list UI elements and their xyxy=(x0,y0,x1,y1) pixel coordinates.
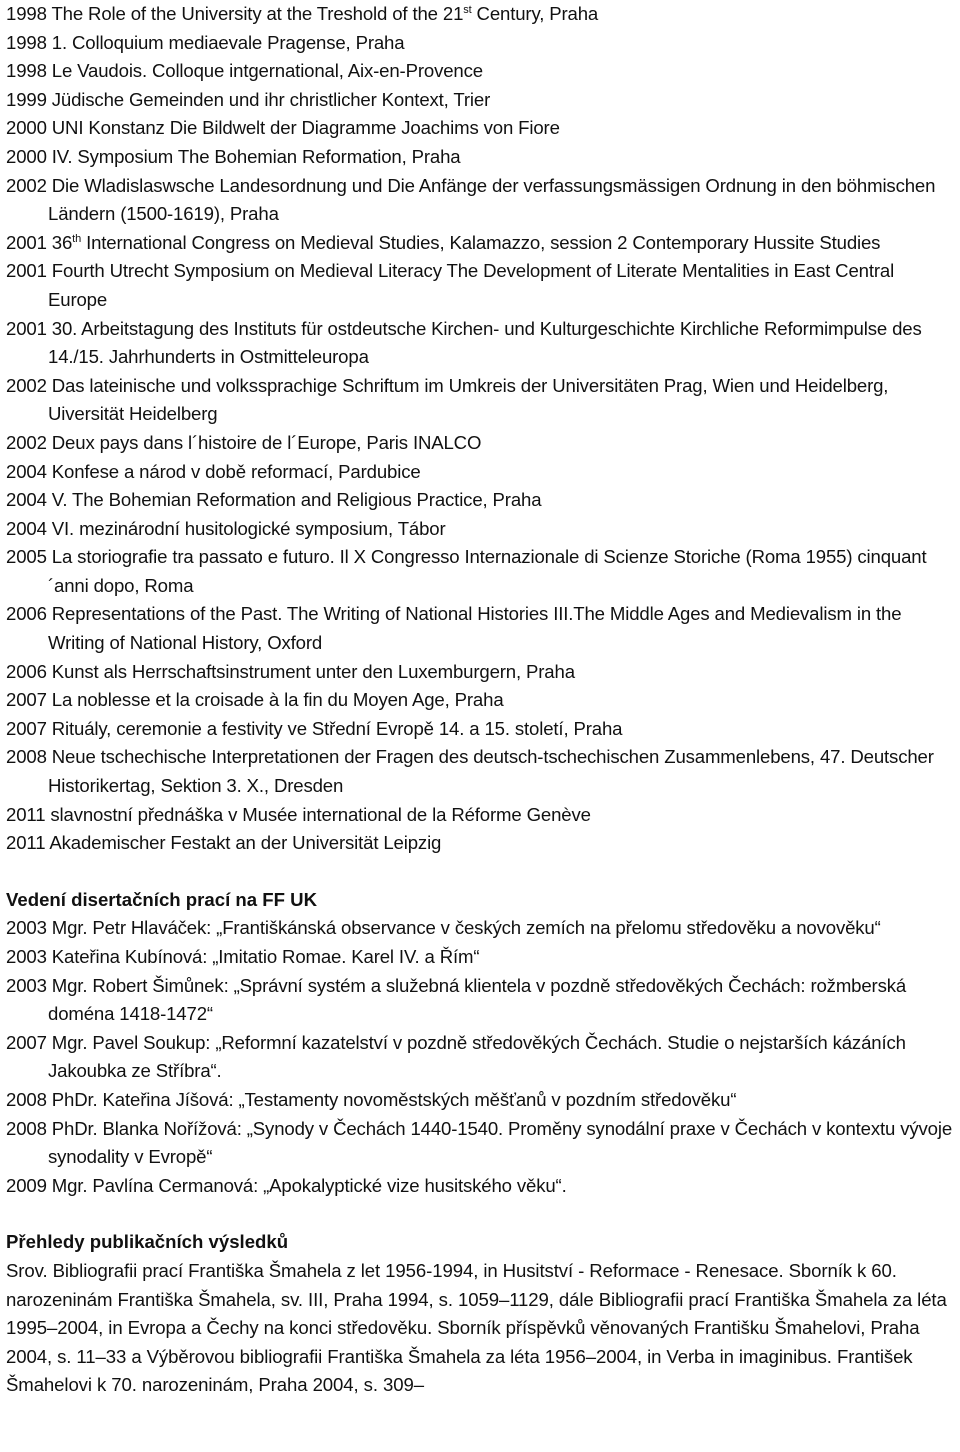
conference-entry-text: 2000 UNI Konstanz Die Bildwelt der Diagramme Joachims von Fiore xyxy=(6,117,560,139)
dissertation-entry: 2003 Kateřina Kubínová: „Imitatio Romae. Karel IV. a Řím“ xyxy=(6,946,480,967)
conference-entry-text: 1998 The Role of the University at the Treshold of the 21 xyxy=(6,3,464,24)
conference-entry-text: 2006 Representations of the Past. The Writing of National Histories III.The Middle Ages and Medievalism in the Writing of National History, Oxford xyxy=(6,603,902,654)
conference-entry xyxy=(6,57,954,86)
conference-entry-text: 2002 Deux pays dans l´histoire de l´Europe, Paris INALCO xyxy=(6,431,482,453)
conference-entry-text: 2005 La storiografie tra passato e futuro. Il X Congresso Internazionale di Scienze Storiche (Roma 1955) cinquant´anni dopo, Roma xyxy=(6,546,927,596)
conference-entry xyxy=(6,515,954,544)
conference-entry xyxy=(6,257,954,314)
conference-entry-text: 2007 Rituály, ceremonie a festivity ve Střední Evropě 14. a 15. století, Praha xyxy=(6,717,623,739)
conference-entry xyxy=(6,829,954,858)
conference-entry xyxy=(6,686,954,715)
conference-entry xyxy=(6,458,954,487)
conference-entry-text: 2004 VI. mezinárodní husitologické symposium, Tábor xyxy=(6,517,446,539)
conference-entry xyxy=(6,0,954,29)
conference-entry xyxy=(6,315,954,372)
conference-entry xyxy=(6,114,954,143)
publications-paragraph: Srov. Bibliografii prací Františka Šmahela z let 1956-1994, in Husitství - Reformace - Renesace. Sborník k 60. narozeninám Františka Šmahela, sv. III, Praha 1994, s. 1059–1129, dále Bibliografii prací Františka Šmahela za léta 1995–2004, in Evropa a Čechy na konci středověku. Sborník příspěvků věnovaných Františku Šmahelovi, Praha 2004, s. 11–33 a Výběrovou bibliografii Františka Šmahela za léta 1956–2004, in Verba in imaginibus. František Šmahelovi k 70. narozeninám, Praha 2004, s. 309– xyxy=(6,1259,947,1396)
conference-entry xyxy=(6,715,954,744)
conference-entry-text-cont: Century, Praha xyxy=(471,3,599,24)
ordinal-superscript: th xyxy=(72,232,82,245)
conference-entry-text: 2007 La noblesse et la croisade à la fin du Moyen Age, Praha xyxy=(6,689,504,711)
dissertation-entry: 2008 PhDr. Kateřina Jíšová: „Testamenty novoměstských měšťanů v pozdním středověku“ xyxy=(6,1088,737,1110)
dissertations-heading: Vedení disertačních prací na FF UK xyxy=(6,888,318,910)
conference-entry-text-cont: International Congress on Medieval Studies, Kalamazzo, session 2 Contemporary Hussite Studies xyxy=(81,231,881,253)
conference-entry xyxy=(6,658,954,687)
conference-entry-text: 2004 Konfese a národ v době reformací, Pardubice xyxy=(6,460,421,482)
conference-entry xyxy=(6,486,954,515)
conference-entry xyxy=(6,543,954,600)
conference-entry xyxy=(6,143,954,172)
conference-entry-text: 1998 1. Colloquium mediaevale Pragense, Praha xyxy=(6,31,405,53)
conference-entry xyxy=(6,743,954,800)
conference-entry-text: 2011 Akademischer Festakt an der Universität Leipzig xyxy=(6,832,442,854)
conference-entry-text: 2001 36 xyxy=(6,231,73,253)
conference-entry xyxy=(6,372,954,429)
conference-entry-text: 2001 30. Arbeitstagung des Instituts für ostdeutsche Kirchen- und Kulturgeschichte Kirchliche Reformimpulse des 14./15. Jahrhunderts in Ostmitteleuropa xyxy=(6,317,922,368)
conference-entry-text: 1999 Jüdische Gemeinden und ihr christlicher Kontext, Trier xyxy=(6,88,491,110)
conference-entry-text: 2002 Das lateinische und volkssprachige Schriftum im Umkreis der Universitäten Prag, Wien und Heidelberg, Uiversität Heidelberg xyxy=(6,374,889,425)
conference-entry xyxy=(6,29,954,58)
dissertation-entry: 2003 Mgr. Petr Hlaváček: „Františkánská observance v českých zemích na přelomu středověku a novověku“ xyxy=(6,917,881,939)
publications-heading: Přehledy publikačních výsledků xyxy=(6,1231,289,1253)
conference-entry-text: 1998 Le Vaudois. Colloque intgernational, Aix-en-Provence xyxy=(6,60,483,82)
dissertation-entry: 2009 Mgr. Pavlína Cermanová: „Apokalyptické vize husitského věku“. xyxy=(6,1174,567,1196)
dissertation-list xyxy=(6,914,954,1200)
dissertation-entry: 2003 Mgr. Robert Šimůnek: „Správní systém a služebná klientela v pozdně středověkých Čechách: rožmberská doména 1418-1472“ xyxy=(6,974,907,1025)
conference-entry-text: 2000 IV. Symposium The Bohemian Reformation, Praha xyxy=(6,145,461,167)
dissertation-entry: 2008 PhDr. Blanka Nořížová: „Synody v Čechách 1440-1540. Proměny synodální praxe v Čechách v kontextu vývoje synodality v Evropě“ xyxy=(6,1117,953,1168)
conference-entry xyxy=(6,801,954,830)
conference-entry xyxy=(6,172,954,229)
conference-entry xyxy=(6,86,954,115)
conference-entry-text: 2008 Neue tschechische Interpretationen der Fragen des deutsch-tschechischen Zusammenlebens, 47. Deutscher Historikertag, Sektion 3. X., Dresden xyxy=(6,746,934,797)
conference-entry xyxy=(6,229,954,258)
dissertation-entry: 2007 Mgr. Pavel Soukup: „Reformní kazatelství v pozdně středověkých Čechách. Studie o nejstarších kázáních Jakoubka ze Stříbra“. xyxy=(6,1031,906,1082)
conference-entry-text: 2002 Die Wladislaswsche Landesordnung und Die Anfänge der verfassungsmässigen Ordnung in den böhmischen Ländern (1500-1619), Praha xyxy=(6,174,936,225)
conference-entry xyxy=(6,600,954,657)
conference-entry-text: 2006 Kunst als Herrschaftsinstrument unter den Luxemburgern, Praha xyxy=(6,660,575,682)
conference-entry-text: 2004 V. The Bohemian Reformation and Religious Practice, Praha xyxy=(6,489,542,511)
conference-list xyxy=(6,0,954,858)
conference-entry xyxy=(6,429,954,458)
conference-entry-text: 2011 slavnostní přednáška v Musée international de la Réforme Genève xyxy=(6,803,591,825)
ordinal-superscript: st xyxy=(463,4,472,16)
conference-entry-text: 2001 Fourth Utrecht Symposium on Medieval Literacy The Development of Literate Mentalities in East Central Europe xyxy=(6,260,895,310)
